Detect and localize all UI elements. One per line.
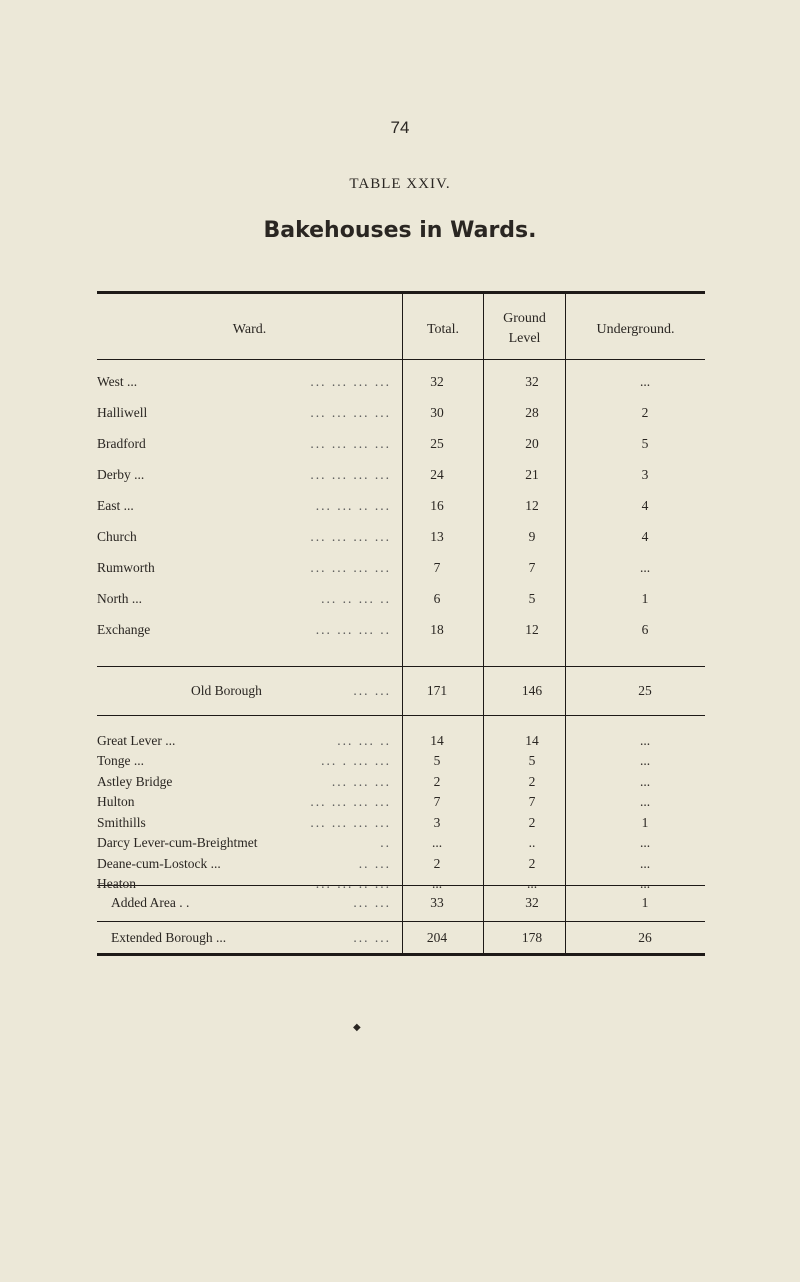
leader-dots: ... ... ... ... bbox=[310, 794, 391, 809]
ward-name: West ... bbox=[97, 374, 138, 389]
ward-name: Great Lever ... bbox=[97, 733, 176, 748]
total-cell: 2 bbox=[433, 774, 441, 789]
table-row bbox=[97, 526, 705, 548]
ground-cell: 178 bbox=[521, 930, 543, 945]
group1-rule bbox=[97, 666, 705, 667]
ground-cell: 9 bbox=[528, 529, 536, 544]
ward-name: North ... bbox=[97, 591, 142, 606]
table-row bbox=[97, 464, 705, 486]
total-cell: 14 bbox=[430, 733, 444, 748]
leader-dots: ... ... ... ... bbox=[310, 436, 391, 451]
ward-cell bbox=[97, 557, 397, 579]
ward-name: Extended Borough ... bbox=[111, 930, 227, 945]
underground-cell: ... bbox=[639, 794, 651, 809]
total-cell: ... bbox=[431, 835, 443, 850]
underground-cell: 4 bbox=[641, 529, 649, 544]
ward-name: Tonge ... bbox=[97, 753, 145, 768]
ground-cell: 2 bbox=[528, 856, 536, 871]
table-row bbox=[97, 832, 705, 854]
bakehouses-table bbox=[97, 291, 705, 956]
ward-name: Rumworth bbox=[97, 560, 155, 575]
table-row bbox=[97, 402, 705, 424]
underground-cell: ... bbox=[639, 560, 651, 575]
table-row bbox=[97, 771, 705, 793]
total-cell: 171 bbox=[426, 683, 448, 698]
underground-cell: 1 bbox=[641, 895, 649, 910]
ground-cell: .. bbox=[528, 835, 536, 850]
leader-dots: ... ... .. ... bbox=[315, 498, 391, 513]
ward-cell bbox=[97, 832, 397, 854]
ward-name: Halliwell bbox=[97, 405, 148, 420]
total-cell: 3 bbox=[433, 815, 441, 830]
table-row bbox=[97, 619, 705, 641]
table-row bbox=[97, 371, 705, 393]
underground-cell: ... bbox=[639, 374, 651, 389]
ward-cell bbox=[97, 853, 397, 875]
ground-cell: 2 bbox=[528, 815, 536, 830]
underground-cell: 26 bbox=[638, 930, 652, 945]
leader-dots: ... ... ... ... bbox=[310, 405, 391, 420]
leader-dots: ... ... ... ... bbox=[310, 529, 391, 544]
ward-cell bbox=[97, 750, 397, 772]
ward-name: Heaton bbox=[97, 876, 136, 891]
ward-cell bbox=[97, 927, 397, 949]
header-ground-line1: Ground bbox=[503, 311, 546, 326]
ward-cell bbox=[97, 812, 397, 834]
total-cell: 2 bbox=[433, 856, 441, 871]
underground-cell: 4 bbox=[641, 498, 649, 513]
total-cell: 16 bbox=[430, 498, 444, 513]
ground-cell: 20 bbox=[525, 436, 539, 451]
table-row bbox=[97, 750, 705, 772]
ward-cell bbox=[97, 791, 397, 813]
header-underground: Underground. bbox=[596, 322, 675, 337]
total-cell: 204 bbox=[426, 930, 448, 945]
ward-cell bbox=[97, 433, 397, 455]
ground-cell: 32 bbox=[525, 374, 539, 389]
ward-name: Smithills bbox=[97, 815, 146, 830]
leader-dots: ... .. ... .. bbox=[321, 591, 391, 606]
ward-name: Church bbox=[97, 529, 137, 544]
ward-cell bbox=[97, 402, 397, 424]
table-row bbox=[97, 853, 705, 875]
header-ground-level bbox=[484, 309, 565, 349]
total-cell: 24 bbox=[430, 467, 444, 482]
underground-cell: ... bbox=[639, 774, 651, 789]
underground-cell: 25 bbox=[638, 683, 652, 698]
total-cell: 13 bbox=[430, 529, 444, 544]
total-cell: 30 bbox=[430, 405, 444, 420]
underground-cell: 6 bbox=[641, 622, 649, 637]
table-row bbox=[97, 812, 705, 834]
underground-cell: 3 bbox=[641, 467, 649, 482]
header-ward: Ward. bbox=[232, 322, 267, 337]
total-cell: 7 bbox=[433, 794, 441, 809]
ward-name: Darcy Lever-cum-Breightmet bbox=[97, 835, 258, 850]
added-area-rule bbox=[97, 921, 705, 922]
leader-dots: ... . ... ... bbox=[321, 753, 391, 768]
ward-name: Astley Bridge bbox=[97, 774, 173, 789]
table-row bbox=[97, 557, 705, 579]
leader-dots: .. ... bbox=[358, 856, 391, 871]
ward-cell bbox=[97, 730, 397, 752]
ground-cell: 146 bbox=[521, 683, 543, 698]
leader-dots: ... ... ... .. bbox=[315, 622, 391, 637]
ward-cell bbox=[97, 771, 397, 793]
ground-cell: 21 bbox=[525, 467, 539, 482]
underground-cell: 2 bbox=[641, 405, 649, 420]
ground-cell: 7 bbox=[528, 794, 536, 809]
ward-name: Old Borough bbox=[191, 683, 262, 698]
ground-cell: 12 bbox=[525, 498, 539, 513]
ward-cell bbox=[97, 526, 397, 548]
ward-name: Exchange bbox=[97, 622, 151, 637]
ward-cell bbox=[97, 464, 397, 486]
underground-cell: ... bbox=[639, 753, 651, 768]
header-rule bbox=[97, 359, 705, 360]
ground-cell: 5 bbox=[528, 753, 536, 768]
ground-cell: 12 bbox=[525, 622, 539, 637]
page-number: 74 bbox=[390, 118, 410, 137]
table-row bbox=[97, 495, 705, 517]
ward-name: East ... bbox=[97, 498, 134, 513]
underground-cell: ... bbox=[639, 733, 651, 748]
ward-cell bbox=[97, 892, 397, 914]
bullet-mark: ◆ bbox=[353, 1022, 361, 1033]
subtotal-row-added-area bbox=[97, 892, 705, 914]
total-cell: 7 bbox=[433, 560, 441, 575]
leader-dots: ... ... bbox=[353, 683, 391, 698]
total-cell: 25 bbox=[430, 436, 444, 451]
ward-name: Hulton bbox=[97, 794, 135, 809]
total-cell: 18 bbox=[430, 622, 444, 637]
table-row bbox=[97, 791, 705, 813]
total-cell: 6 bbox=[433, 591, 441, 606]
total-row-extended-borough bbox=[97, 927, 705, 949]
total-cell: ... bbox=[431, 876, 443, 891]
leader-dots: ... ... ... ... bbox=[310, 560, 391, 575]
ground-cell: 28 bbox=[525, 405, 539, 420]
ground-cell: 5 bbox=[528, 591, 536, 606]
leader-dots: ... ... bbox=[353, 930, 391, 945]
underground-cell: 5 bbox=[641, 436, 649, 451]
underground-cell: ... bbox=[639, 835, 651, 850]
total-cell: 32 bbox=[430, 374, 444, 389]
leader-dots: ... ... ... ... bbox=[310, 815, 391, 830]
leader-dots: ... ... .. ... bbox=[315, 876, 391, 891]
ward-cell bbox=[97, 680, 397, 702]
ward-name: Bradford bbox=[97, 436, 146, 451]
table-row bbox=[97, 730, 705, 752]
ward-name: Derby ... bbox=[97, 467, 145, 482]
leader-dots: .. bbox=[380, 835, 391, 850]
ground-cell: ... bbox=[526, 876, 538, 891]
ward-cell bbox=[97, 619, 397, 641]
ward-name: Deane-cum-Lostock ... bbox=[97, 856, 221, 871]
leader-dots: ... ... .. bbox=[337, 733, 391, 748]
ward-cell bbox=[97, 371, 397, 393]
header-ground-line2: Level bbox=[508, 331, 541, 346]
total-cell: 33 bbox=[430, 895, 444, 910]
table-title: Bakehouses in Wards. bbox=[263, 218, 537, 243]
total-cell: 5 bbox=[433, 753, 441, 768]
table-row bbox=[97, 433, 705, 455]
table-row-heaton bbox=[97, 873, 705, 895]
table-row bbox=[97, 588, 705, 610]
table-label: TABLE XXIV. bbox=[349, 176, 451, 192]
leader-dots: ... ... ... bbox=[331, 774, 391, 789]
ground-cell: 7 bbox=[528, 560, 536, 575]
ground-cell: 2 bbox=[528, 774, 536, 789]
ground-cell: 32 bbox=[525, 895, 539, 910]
ward-cell bbox=[97, 588, 397, 610]
underground-cell: 1 bbox=[641, 591, 649, 606]
underground-cell: ... bbox=[639, 876, 651, 891]
top-rule bbox=[97, 291, 705, 294]
header-total: Total. bbox=[426, 322, 460, 337]
underground-cell: ... bbox=[639, 856, 651, 871]
leader-dots: ... ... ... ... bbox=[310, 467, 391, 482]
old-borough-rule bbox=[97, 715, 705, 716]
ward-name: Added Area . . bbox=[111, 895, 190, 910]
ground-cell: 14 bbox=[525, 733, 539, 748]
leader-dots: ... ... bbox=[353, 895, 391, 910]
leader-dots: ... ... ... ... bbox=[310, 374, 391, 389]
ward-cell bbox=[97, 873, 397, 895]
subtotal-row-old-borough bbox=[97, 680, 705, 702]
ward-cell bbox=[97, 495, 397, 517]
underground-cell: 1 bbox=[641, 815, 649, 830]
bottom-rule bbox=[97, 953, 705, 956]
